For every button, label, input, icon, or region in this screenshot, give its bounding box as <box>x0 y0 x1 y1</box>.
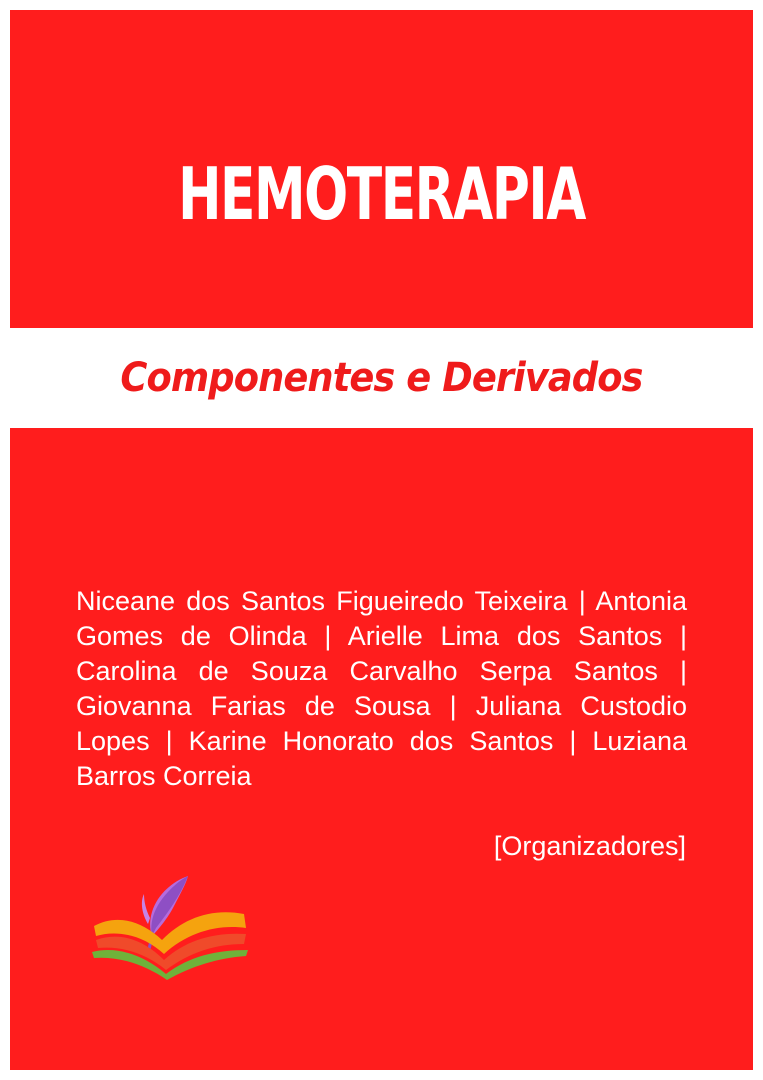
organizers-label: [Organizadores] <box>493 831 686 861</box>
open-book-quill-icon <box>86 870 251 982</box>
book-title: HEMOTERAPIA <box>178 152 585 236</box>
top-red-panel <box>10 10 753 328</box>
authors-list: Niceane dos Santos Figueiredo Teixeira | Antonia Gomes de Olinda | Arielle Lima dos Santos | Carolina de Souza Carvalho Serpa Santos | Giovanna Farias de Sousa | Juliana Custodio Lopes | Karine Honorato dos Santos | Luziana Barros Correia <box>76 586 687 791</box>
bottom-red-panel <box>10 428 753 1070</box>
quill-left-vane <box>142 894 150 924</box>
book-subtitle: Componentes e Derivados <box>120 355 643 401</box>
